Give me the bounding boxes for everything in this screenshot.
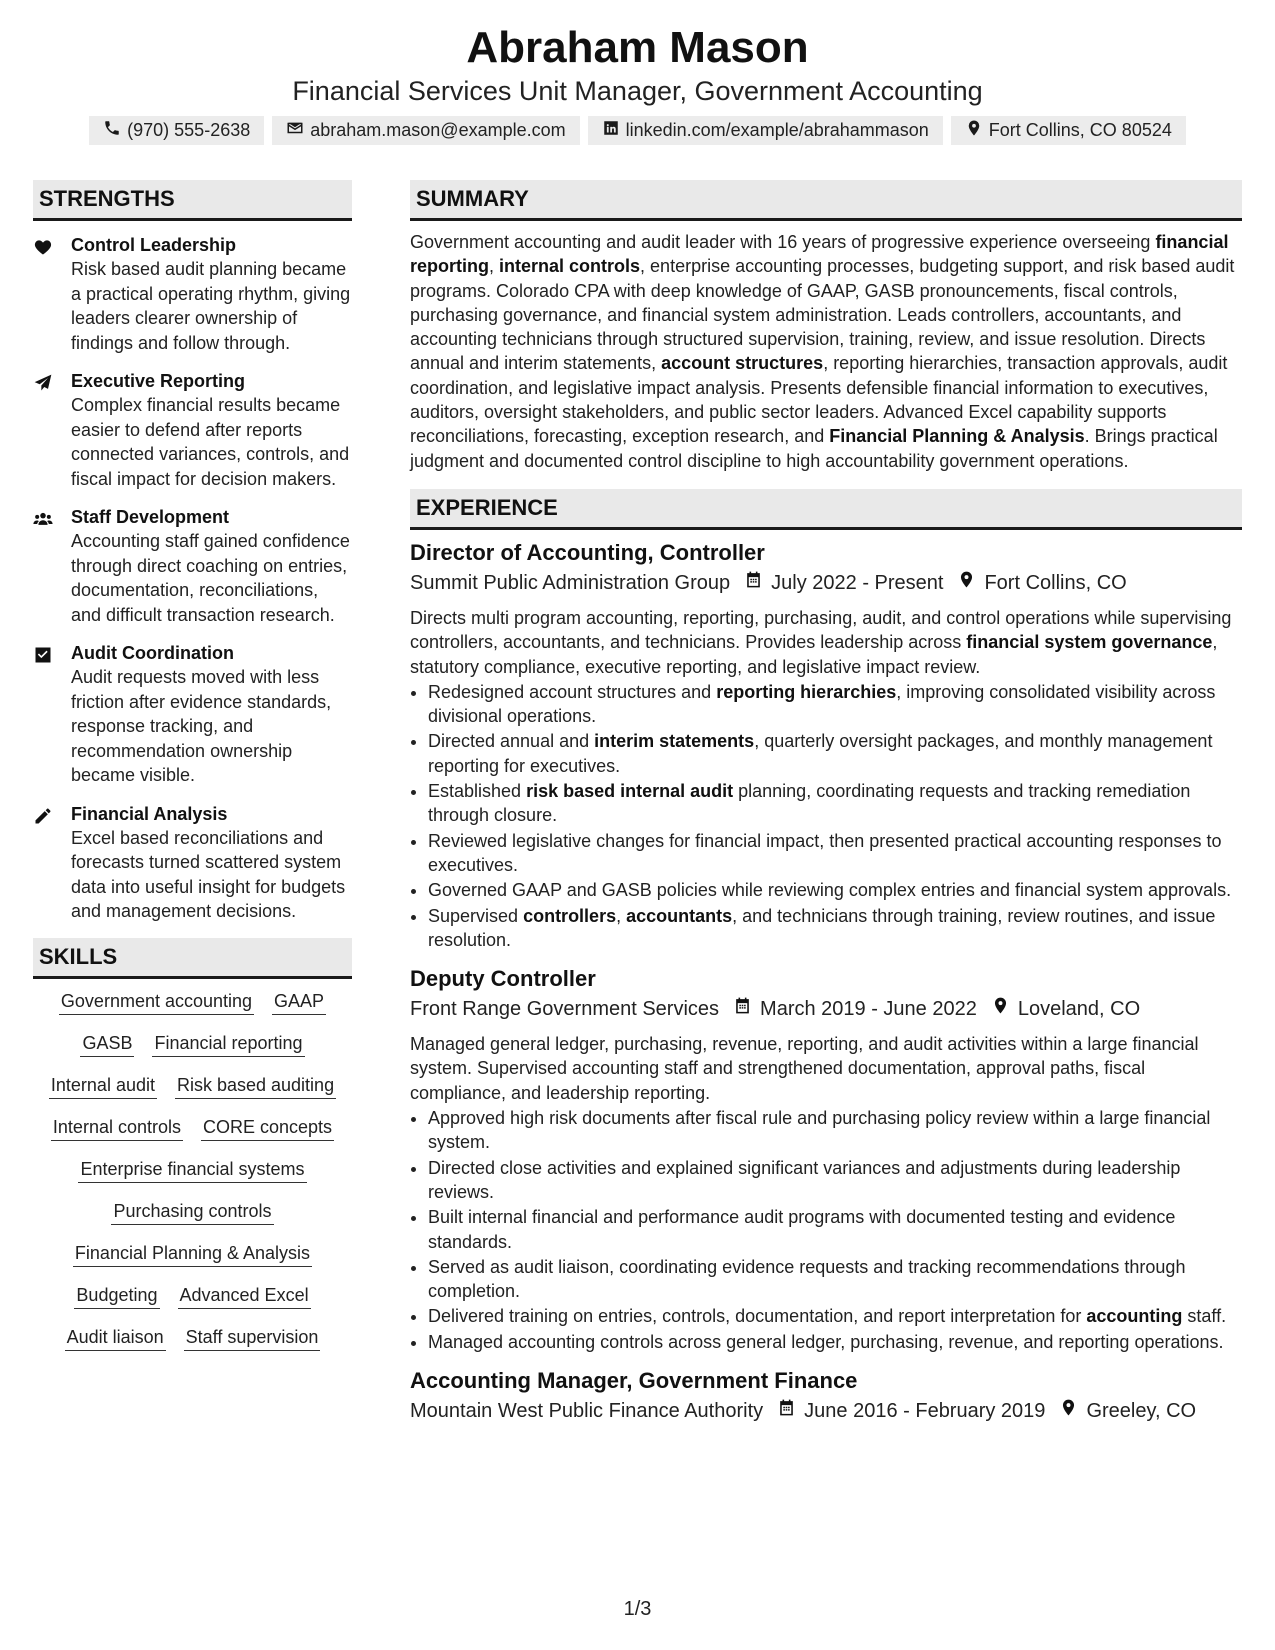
list-item: • Delivered training on entries, controls, documentation, and report interpretation for accounting staff. xyxy=(428,1304,1242,1328)
emphasis-text: account structures xyxy=(661,353,824,374)
calendar-icon xyxy=(763,1396,804,1426)
skill-tag: Enterprise financial systems xyxy=(78,1157,306,1183)
skill-row xyxy=(33,1283,352,1309)
calendar-icon xyxy=(730,568,771,598)
skill-tag: Risk based auditing xyxy=(175,1073,336,1099)
company-name: Front Range Government Services xyxy=(410,998,720,1021)
skill-tag: Staff supervision xyxy=(184,1325,321,1351)
list-item: • Established risk based internal audit planning, coordinating requests and tracking remediation through closure. xyxy=(428,779,1242,828)
phone-icon xyxy=(103,119,121,142)
users-icon xyxy=(33,516,53,533)
skill-row xyxy=(33,1115,352,1141)
contact-linkedin-text: linkedin.com/example/abrahammason xyxy=(625,120,929,140)
job-meta xyxy=(410,994,1242,1024)
emphasis-text: controllers xyxy=(523,905,617,926)
skill-row xyxy=(33,1157,352,1183)
job-title: Deputy Controller xyxy=(410,966,596,992)
job-title: Director of Accounting, Controller xyxy=(410,539,765,565)
map-pin-icon xyxy=(1045,1396,1086,1426)
list-item: • Directed close activities and explained significant variances and adjustments during leadership reviews. xyxy=(428,1156,1242,1205)
contact-linkedin[interactable] xyxy=(588,116,943,145)
job-description: Directs multi program accounting, reporting, purchasing, audit, and control operations while supervising controllers, accountants, and technicians. Provides leadership across financial system governance, statutory compliance, executive reporting, and legislative impact review. xyxy=(410,607,1232,677)
skill-tag: Internal controls xyxy=(51,1115,183,1141)
job-entry xyxy=(410,538,1242,952)
strength-description: Excel based reconciliations and forecasts turned scattered system data into useful insight for budgets and management decisions. xyxy=(71,827,346,921)
list-item: • Managed accounting controls across general ledger, purchasing, revenue, and reporting operations. xyxy=(428,1330,1242,1354)
strength-item xyxy=(33,369,352,491)
skill-tag: Internal audit xyxy=(49,1073,157,1099)
job-entry xyxy=(410,1366,1242,1426)
contact-bar xyxy=(0,116,1275,145)
paper-plane-icon xyxy=(33,380,53,397)
company-name: Summit Public Administration Group xyxy=(410,571,731,594)
pencil-icon xyxy=(33,813,53,830)
list-item: • Redesigned account structures and reporting hierarchies, improving consolidated visibility across divisional operations. xyxy=(428,680,1242,729)
summary-text: Government accounting and audit leader with 16 years of progressive experience overseeing financial reporting, internal controls, enterprise accounting processes, budgeting support, and risk based audit programs. Colorado CPA with deep knowledge of GAAP, GASB pronouncements, fiscal controls, purchasing governance, and financial system administration. Leads controllers, accountants, and accounting technicians through structured supervision, training, review, and issue resolution. Directs annual and interim statements, account structures, reporting hierarchies, transaction approvals, audit coordination, and legislative impact analysis. Presents defensible financial information to executives, auditors, oversight stakeholders, and public sector leaders. Advanced Excel capability supports reconciliations, forecasting, exception research, and Financial Planning & Analysis. Brings practical judgment and documented control discipline to high accountability government operations. xyxy=(410,232,1235,471)
strength-description: Risk based audit planning became a practical operating rhythm, giving leaders clearer ownership of findings and follow through. xyxy=(71,259,351,353)
map-pin-icon xyxy=(943,568,984,598)
resume-header xyxy=(0,0,1275,145)
strength-title: Executive Reporting xyxy=(71,371,246,391)
strength-item xyxy=(33,641,352,788)
job-dates: March 2019 - June 2022 xyxy=(760,998,977,1021)
contact-email[interactable] xyxy=(272,116,579,145)
contact-location-text: Fort Collins, CO 80524 xyxy=(988,120,1172,140)
left-column xyxy=(33,180,352,1426)
emphasis-text: Financial Planning & Analysis xyxy=(829,426,1085,447)
skill-tag: Advanced Excel xyxy=(178,1283,311,1309)
job-bullets xyxy=(410,1106,1242,1354)
right-column xyxy=(410,180,1242,1426)
strength-item xyxy=(33,802,352,924)
contact-email-text: abraham.mason@example.com xyxy=(310,120,566,140)
strength-title: Audit Coordination xyxy=(71,643,234,663)
emphasis-text: internal controls xyxy=(499,256,641,277)
skill-tag: CORE concepts xyxy=(201,1115,334,1141)
strengths-list xyxy=(33,233,352,924)
list-item: • Supervised controllers, accountants, and technicians through training, review routines, and issue resolution. xyxy=(428,904,1242,953)
experience-heading: EXPERIENCE xyxy=(410,489,1242,530)
job-location: Greeley, CO xyxy=(1086,1399,1197,1422)
skill-tag: Financial reporting xyxy=(152,1031,304,1057)
skill-tag: GAAP xyxy=(272,989,326,1015)
contact-phone xyxy=(89,116,264,145)
job-entry xyxy=(410,964,1242,1354)
emphasis-text: accounting xyxy=(1086,1306,1183,1327)
job-title: Accounting Manager, Government Finance xyxy=(410,1367,858,1393)
strength-title: Staff Development xyxy=(71,507,230,527)
skills-heading: SKILLS xyxy=(33,938,352,979)
job-meta xyxy=(410,568,1242,598)
strength-description: Complex financial results became easier to defend after reports connected variances, controls, and fiscal impact for decision makers. xyxy=(71,395,350,489)
skill-row xyxy=(33,1325,352,1351)
skill-row xyxy=(33,1241,352,1267)
skills-list xyxy=(33,979,352,1351)
skill-row xyxy=(33,989,352,1015)
emphasis-text: financial system governance xyxy=(966,632,1213,653)
job-location: Loveland, CO xyxy=(1017,998,1141,1021)
list-item: • Directed annual and interim statements, quarterly oversight packages, and monthly management reporting for executives. xyxy=(428,729,1242,778)
job-bullets xyxy=(410,680,1242,952)
job-meta xyxy=(410,1396,1242,1426)
envelope-icon xyxy=(286,119,304,142)
job-description: Managed general ledger, purchasing, revenue, reporting, and audit activities within a large financial system. Supervised accounting staff and strengthened documentation, approval paths, fiscal compliance, and leadership reporting. xyxy=(410,1034,1199,1103)
skill-tag: Purchasing controls xyxy=(111,1199,273,1225)
strengths-heading: STRENGTHS xyxy=(33,180,352,221)
skill-row xyxy=(33,1031,352,1057)
emphasis-text: risk based internal audit xyxy=(526,781,734,802)
checkbox-icon xyxy=(33,652,53,669)
skill-tag: Audit liaison xyxy=(65,1325,166,1351)
emphasis-text: reporting hierarchies xyxy=(716,681,897,702)
candidate-title: Financial Services Unit Manager, Government Accounting xyxy=(292,76,983,106)
skill-tag: GASB xyxy=(80,1031,134,1057)
candidate-name: Abraham Mason xyxy=(466,23,809,72)
emphasis-text: accountants xyxy=(626,905,733,926)
strength-description: Audit requests moved with less friction after evidence standards, response tracking, and recommendation ownership became visible. xyxy=(71,667,332,785)
strength-item xyxy=(33,505,352,627)
job-dates: July 2022 - Present xyxy=(771,571,944,594)
strength-title: Financial Analysis xyxy=(71,803,228,824)
calendar-icon xyxy=(719,994,760,1024)
skill-tag: Financial Planning & Analysis xyxy=(73,1241,312,1267)
skill-tag: Budgeting xyxy=(74,1283,159,1309)
job-dates: June 2016 - February 2019 xyxy=(804,1399,1046,1422)
contact-phone-text: (970) 555-2638 xyxy=(127,120,251,140)
strength-title: Control Leadership xyxy=(71,235,237,255)
contact-location xyxy=(951,116,1186,145)
list-item: • Governed GAAP and GASB policies while reviewing complex entries and financial system approvals. xyxy=(428,878,1242,902)
list-item: • Built internal financial and performance audit programs with documented testing and evidence standards. xyxy=(428,1205,1242,1254)
emphasis-text: financial reporting xyxy=(410,232,1229,277)
emphasis-text: interim statements xyxy=(594,731,755,752)
list-item: • Approved high risk documents after fiscal rule and purchasing policy review within a large financial system. xyxy=(428,1106,1242,1155)
heart-icon xyxy=(33,244,53,261)
strength-description: Accounting staff gained confidence through direct coaching on entries, documentation, reconciliations, and difficult transaction research. xyxy=(71,531,350,625)
company-name: Mountain West Public Finance Authority xyxy=(410,1399,764,1422)
skill-row xyxy=(33,1199,352,1225)
skill-tag: Government accounting xyxy=(59,989,254,1015)
skill-row xyxy=(33,1073,352,1099)
map-pin-icon xyxy=(977,994,1018,1024)
map-pin-icon xyxy=(965,119,983,142)
resume-body xyxy=(33,180,1242,1426)
summary-heading: SUMMARY xyxy=(410,180,1242,221)
page-number: 1/3 xyxy=(623,1598,652,1620)
linkedin-icon xyxy=(602,119,620,142)
strength-item xyxy=(33,233,352,355)
job-location: Fort Collins, CO xyxy=(984,571,1127,594)
list-item: • Reviewed legislative changes for financial impact, then presented practical accounting responses to executives. xyxy=(428,829,1242,878)
list-item: • Served as audit liaison, coordinating evidence requests and tracking recommendations through completion. xyxy=(428,1255,1242,1304)
